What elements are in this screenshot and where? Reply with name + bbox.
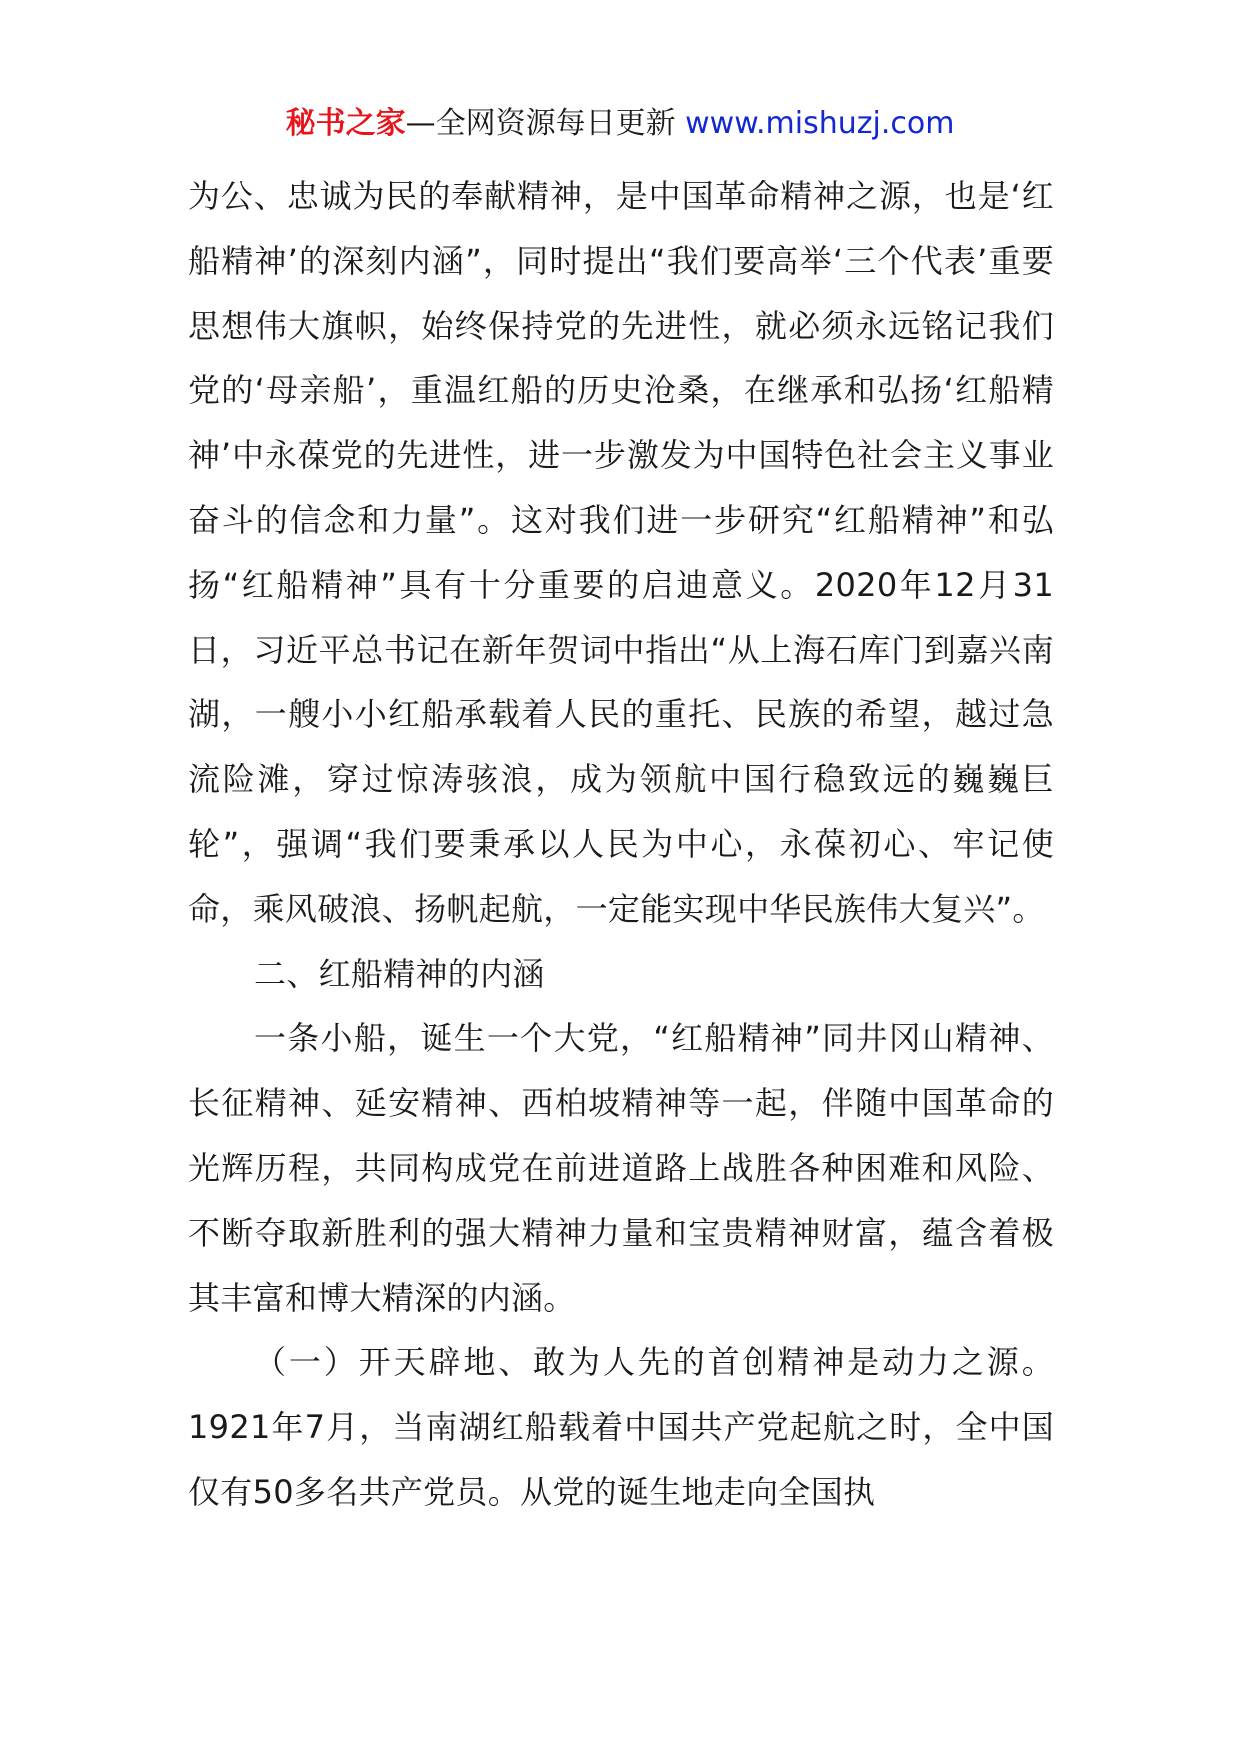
header-tagline: —全网资源每日更新	[405, 106, 686, 141]
document-body	[188, 164, 1054, 1525]
section-heading: 二、红船精神的内涵	[254, 954, 545, 993]
paragraph: 一条小船，诞生一个大党，“红船精神”同井冈山精神、长征精神、延安精神、西柏坡精神等一起，伴随中国革命的光辉历程，共同构成党在前进道路上战胜各种困难和风险、不断夺取新胜利的强大精神力量和宝贵精神财富，蕴含着极其丰富和博大精深的内涵。	[188, 1019, 1054, 1317]
page-header	[0, 104, 1240, 144]
paragraph-continuation: 为公、忠诚为民的奉献精神，是中国革命精神之源，也是‘红船精神’的深刻内涵”，同时提出“我们要高举‘三个代表’重要思想伟大旗帜，始终保持党的先进性，就必须永远铭记我们党的‘母亲船’，重温红船的历史沧桑，在继承和弘扬‘红船精神’中永葆党的先进性，进一步激发为中国特色社会主义事业奋斗的信念和力量”。这对我们进一步研究“红船精神”和弘扬“红船精神”具有十分重要的启迪意义。2020年12月31日，习近平总书记在新年贺词中指出“从上海石库门到嘉兴南湖，一艘小小红船承载着人民的重托、民族的希望，越过急流险滩，穿过惊涛骇浪，成为领航中国行稳致远的巍巍巨轮”，强调“我们要秉承以人民为中心，永葆初心、牢记使命，乘风破浪、扬帆起航，一定能实现中华民族伟大复兴”。	[188, 177, 1054, 928]
brand-name: 秘书之家	[285, 106, 406, 141]
paragraph: （一）开天辟地、敢为人先的首创精神是动力之源。1921年7月，当南湖红船载着中国共产党起航之时，全中国仅有50多名共产党员。从党的诞生地走向全国执	[188, 1343, 1054, 1511]
site-url[interactable]: www.mishuzj.com	[685, 106, 955, 141]
